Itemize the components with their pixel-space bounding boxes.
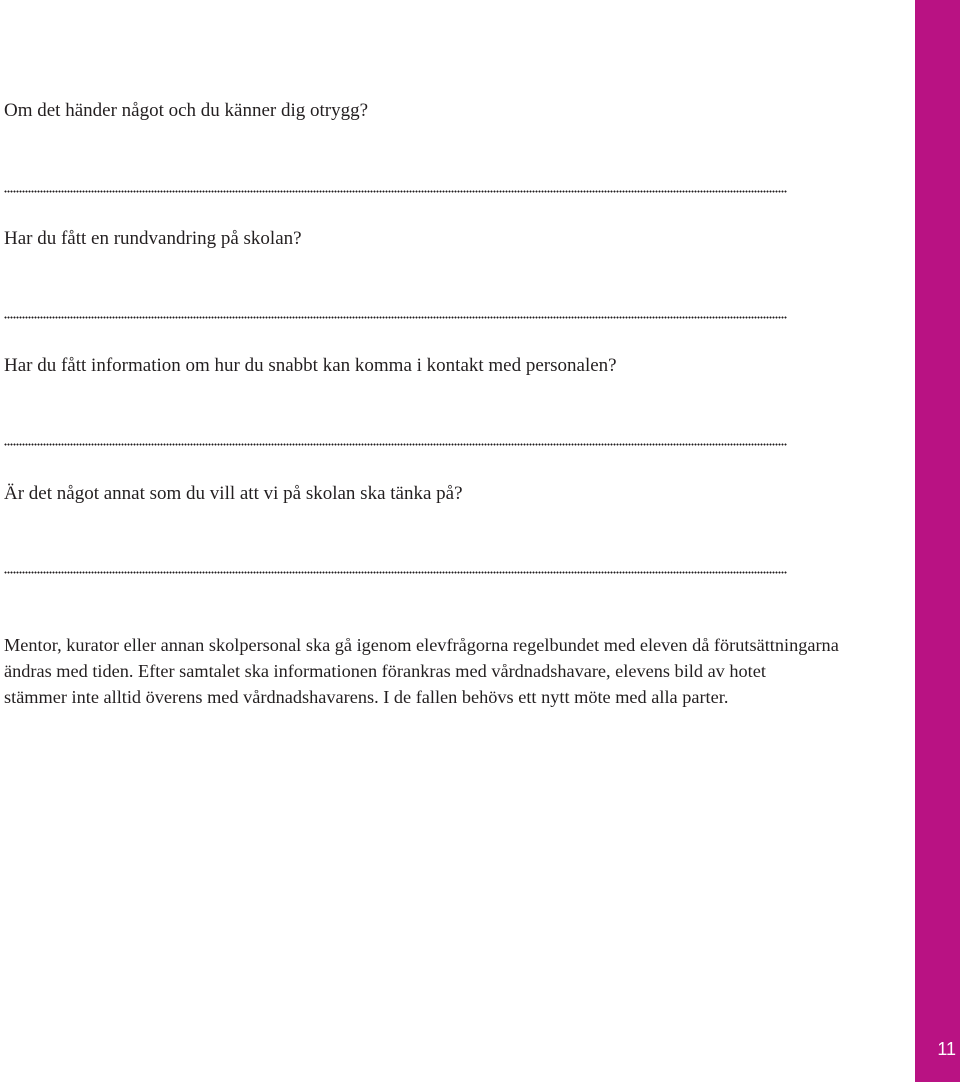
- question-3: Har du fått information om hur du snabbt kan komma i kontakt med personalen?: [4, 355, 617, 376]
- paragraph-line-3: stämmer inte alltid överens med vårdnadshavarens. I de fallen behövs ett nytt möte med alla parter.: [4, 687, 729, 707]
- answer-line-3[interactable]: [4, 441, 787, 447]
- page-number: 11: [937, 1039, 956, 1059]
- info-paragraph: [4, 632, 904, 710]
- answer-line-1[interactable]: [4, 188, 787, 194]
- paragraph-line-2: ändras med tiden. Efter samtalet ska informationen förankras med vårdnadshavare, elevens bild av hotet: [4, 661, 766, 681]
- answer-line-2[interactable]: [4, 314, 787, 320]
- question-4: Är det något annat som du vill att vi på skolan ska tänka på?: [4, 483, 463, 504]
- accent-side-band: [915, 0, 960, 1082]
- paragraph-line-1: Mentor, kurator eller annan skolpersonal ska gå igenom elevfrågorna regelbundet med eleven då förutsättningarna: [4, 635, 839, 655]
- question-1: Om det händer något och du känner dig otrygg?: [4, 100, 369, 121]
- answer-line-4[interactable]: [4, 569, 787, 575]
- question-2: Har du fått en rundvandring på skolan?: [4, 228, 302, 249]
